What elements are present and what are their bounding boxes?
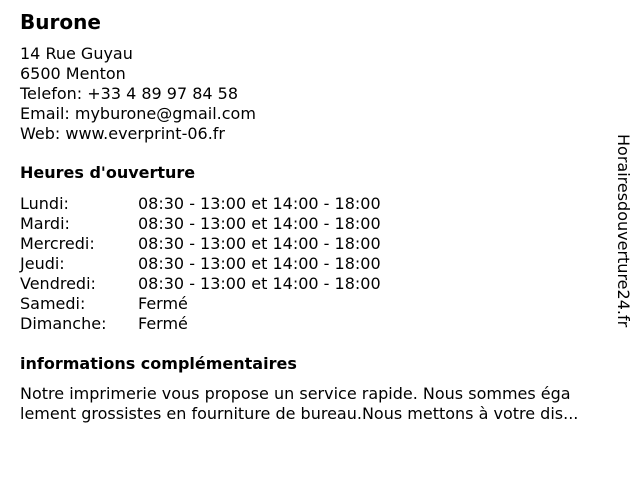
phone-line: Telefon: +33 4 89 97 84 58	[20, 84, 239, 103]
hours-row-mardi	[20, 214, 381, 234]
hours-day: Samedi:	[20, 294, 86, 313]
hours-time: 08:30 - 13:00 et 14:00 - 18:00	[138, 214, 381, 233]
hours-row-dimanche	[20, 314, 381, 334]
web-line: Web: www.everprint-06.fr	[20, 124, 225, 143]
contact-block	[20, 44, 256, 144]
hours-row-mercredi	[20, 234, 381, 254]
additional-info-line: Notre imprimerie vous propose un service rapide. Nous sommes éga	[20, 384, 571, 403]
opening-hours-table	[20, 194, 381, 334]
address-street: 14 Rue Guyau	[20, 44, 133, 63]
hours-day: Vendredi:	[20, 274, 96, 293]
hours-time: 08:30 - 13:00 et 14:00 - 18:00	[138, 254, 381, 273]
hours-day: Jeudi:	[20, 254, 65, 273]
hours-day: Mardi:	[20, 214, 70, 233]
business-name: Burone	[20, 10, 101, 34]
site-watermark	[611, 134, 637, 344]
additional-info-text	[20, 384, 632, 424]
hours-day: Mercredi:	[20, 234, 95, 253]
watermark-text: Horairesdouverture24.fr	[614, 134, 633, 328]
opening-hours-heading: Heures d'ouverture	[20, 163, 196, 182]
additional-info-heading: informations complémentaires	[20, 354, 297, 373]
additional-info-line: lement grossistes en fourniture de bureau.Nous mettons à votre dis...	[20, 404, 579, 423]
hours-row-samedi	[20, 294, 381, 314]
hours-time: 08:30 - 13:00 et 14:00 - 18:00	[138, 234, 381, 253]
hours-time: 08:30 - 13:00 et 14:00 - 18:00	[138, 194, 381, 213]
hours-row-vendredi	[20, 274, 381, 294]
hours-row-lundi	[20, 194, 381, 214]
hours-row-jeudi	[20, 254, 381, 274]
hours-time: Fermé	[138, 314, 188, 333]
email-line: Email: myburone@gmail.com	[20, 104, 256, 123]
hours-day: Lundi:	[20, 194, 69, 213]
hours-time: 08:30 - 13:00 et 14:00 - 18:00	[138, 274, 381, 293]
hours-time: Fermé	[138, 294, 188, 313]
hours-day: Dimanche:	[20, 314, 107, 333]
address-city: 6500 Menton	[20, 64, 126, 83]
